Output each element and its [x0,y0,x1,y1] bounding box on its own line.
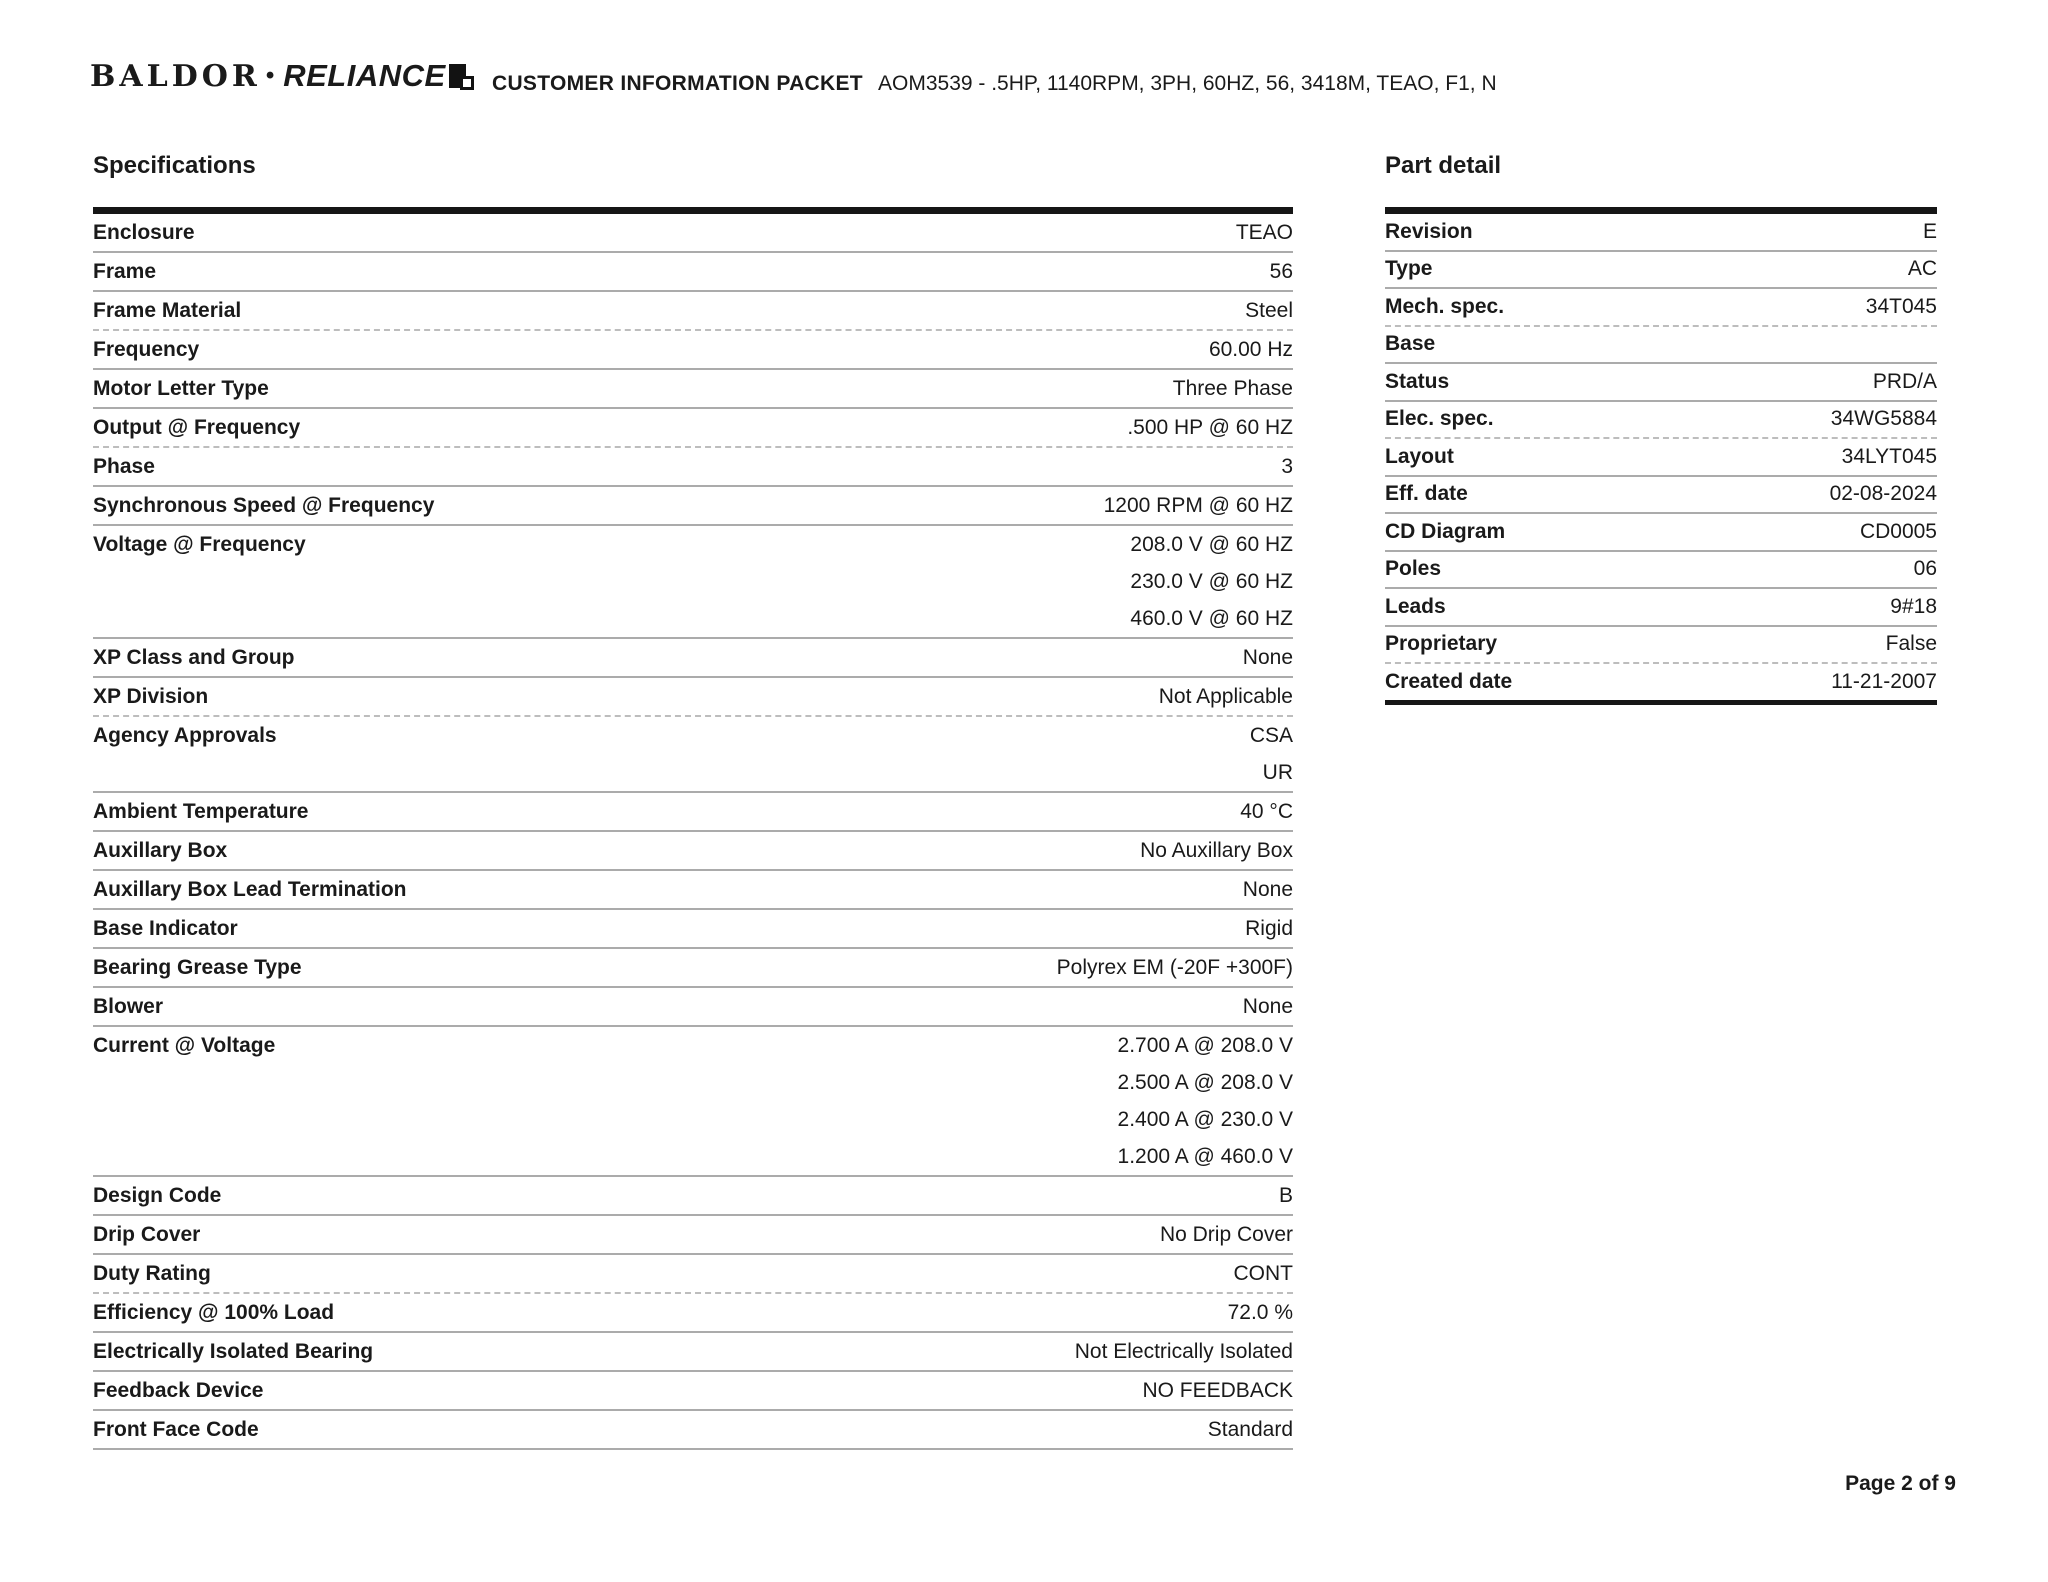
row-label: Proprietary [1385,632,1498,656]
row-values [1075,1333,1293,1370]
row-value: CD0005 [1859,519,1937,543]
table-row [1385,252,1937,290]
row-label: Revision [1385,219,1473,243]
row-values [1208,1411,1293,1448]
row-label: Enclosure [93,220,195,244]
row-value: TEAO [1235,220,1293,244]
row-value: Standard [1207,1417,1293,1441]
row-label: Created date [1385,669,1513,693]
table-row [1385,289,1937,327]
table-row [93,1255,1293,1294]
row-label: Duty Rating [93,1261,211,1285]
row-values [1873,364,1937,400]
document-subtitle: AOM3539 - .5HP, 1140RPM, 3PH, 60HZ, 56, 3418M, TEAO, F1, N [878,72,1497,95]
table-row [1385,477,1937,515]
table-row [93,253,1293,292]
row-label: Base Indicator [93,916,238,940]
row-label: Auxillary Box [93,838,228,862]
table-row [93,832,1293,871]
row-values [1057,949,1293,986]
row-values [1243,871,1293,908]
row-label: Poles [1385,557,1442,581]
row-values [1159,678,1293,715]
table-row [93,409,1293,448]
row-values [1236,214,1293,251]
row-label: XP Division [93,684,209,708]
row-value: 2.700 A @ 208.0 V [1117,1033,1293,1057]
reliance-trademark-icon [449,64,466,88]
table-row [1385,214,1937,252]
table-row [93,1216,1293,1255]
row-label: Mech. spec. [1385,294,1505,318]
row-label: Auxillary Box Lead Termination [93,877,407,901]
row-label: Type [1385,257,1433,281]
row-values [1860,514,1937,550]
table-row [1385,514,1937,552]
row-values [1160,1216,1293,1253]
row-label: Current @ Voltage [93,1033,276,1057]
row-value: 1.200 A @ 460.0 V [1117,1144,1293,1168]
row-label: Frequency [93,337,200,361]
row-label: Ambient Temperature [93,799,309,823]
row-value: None [1242,994,1293,1018]
row-label: Feedback Device [93,1378,264,1402]
table-row [93,1294,1293,1333]
row-values [1890,589,1937,625]
row-values [1830,477,1937,513]
row-value: CONT [1233,1261,1293,1285]
table-row [93,214,1293,253]
part-detail-title: Part detail [1385,152,1502,179]
row-values [1118,1027,1293,1175]
row-value: Not Electrically Isolated [1074,1339,1293,1363]
row-value: .500 HP @ 60 HZ [1127,415,1293,439]
row-value: 208.0 V @ 60 HZ [1130,532,1293,556]
table-row [93,1372,1293,1411]
row-label: Front Face Code [93,1417,259,1441]
row-values [1270,253,1293,290]
row-value: Three Phase [1172,376,1293,400]
row-value: 11-21-2007 [1831,669,1937,693]
row-values [1279,1177,1293,1214]
row-value: 2.500 A @ 208.0 V [1117,1070,1293,1094]
row-label: Motor Letter Type [93,376,269,400]
row-values [1923,214,1937,250]
table-row [1385,327,1937,365]
row-value: 9#18 [1890,594,1937,618]
row-value: Steel [1245,298,1293,322]
row-values [1142,1372,1293,1409]
row-values [1908,252,1937,288]
table-row [93,1333,1293,1372]
table-row [1385,552,1937,590]
row-values [1250,717,1293,791]
row-label: Electrically Isolated Bearing [93,1339,374,1363]
row-value: None [1242,877,1293,901]
table-row [93,678,1293,717]
specifications-table [93,207,1293,1450]
row-value: Rigid [1245,916,1293,940]
logo-dot-separator: • [265,62,275,89]
row-value: AC [1907,257,1937,281]
row-values [1228,1294,1293,1331]
table-row [1385,589,1937,627]
row-values [1866,289,1937,325]
row-label: Drip Cover [93,1222,201,1246]
row-value: 34WG5884 [1830,407,1937,431]
row-value: 60.00 Hz [1208,337,1293,361]
row-value: 06 [1913,557,1937,581]
row-value: 460.0 V @ 60 HZ [1130,606,1293,630]
table-row [93,988,1293,1027]
table-row [93,717,1293,793]
page-number: Page 2 of 9 [1845,1472,1956,1495]
row-label: Phase [93,454,155,478]
row-value: Polyrex EM (-20F +300F) [1056,955,1293,979]
table-row [1385,627,1937,665]
row-label: XP Class and Group [93,645,295,669]
row-label: Base [1385,332,1436,356]
table-row [1385,364,1937,402]
row-label: CD Diagram [1385,519,1506,543]
row-value: Not Applicable [1158,684,1293,708]
table-row [93,1177,1293,1216]
table-row [1385,402,1937,440]
row-label: Agency Approvals [93,723,277,747]
row-label: Synchronous Speed @ Frequency [93,493,435,517]
table-row [93,910,1293,949]
row-values [1104,487,1293,524]
row-value: No Drip Cover [1159,1222,1293,1246]
row-value: 34T045 [1865,294,1937,318]
document-title: CUSTOMER INFORMATION PACKET [492,72,863,95]
row-values [1240,793,1293,830]
row-value: 72.0 % [1227,1300,1293,1324]
row-values [1886,627,1937,663]
row-value: 02-08-2024 [1829,482,1937,506]
specifications-section [93,152,1293,1450]
table-row [93,1411,1293,1450]
row-values [1842,439,1937,475]
row-label: Status [1385,369,1450,393]
table-row [93,639,1293,678]
row-value: 3 [1281,454,1293,478]
baldor-wordmark: BALDOR [90,58,261,94]
row-value: 40 °C [1240,799,1293,823]
row-values [1173,370,1293,407]
table-row [93,448,1293,487]
row-values [1140,832,1293,869]
row-values [1243,988,1293,1025]
row-label: Voltage @ Frequency [93,532,306,556]
table-row [93,1027,1293,1177]
row-label: Blower [93,994,164,1018]
row-value: 56 [1269,259,1293,283]
row-value: E [1922,219,1937,243]
row-value: NO FEEDBACK [1142,1378,1293,1402]
row-values [1127,409,1293,446]
row-value: 2.400 A @ 230.0 V [1117,1107,1293,1131]
row-value: PRD/A [1872,369,1937,393]
table-row [93,292,1293,331]
table-row [93,793,1293,832]
row-values [1914,552,1937,588]
table-row [93,487,1293,526]
row-value: No Auxillary Box [1140,838,1293,862]
row-values [1831,664,1937,700]
row-label: Frame [93,259,157,283]
table-row [93,331,1293,370]
row-label: Layout [1385,444,1454,468]
row-value: 1200 RPM @ 60 HZ [1103,493,1293,517]
row-label: Leads [1385,594,1446,618]
reliance-wordmark: RELIANCE [283,58,446,93]
table-row [93,526,1293,639]
row-values [1831,402,1937,438]
row-label: Bearing Grease Type [93,955,302,979]
row-values [1243,639,1293,676]
part-detail-section [1385,152,1937,705]
row-values [1209,331,1293,368]
row-label: Frame Material [93,298,242,322]
row-label: Eff. date [1385,482,1468,506]
row-label: Design Code [93,1183,222,1207]
row-value: 34LYT045 [1841,444,1937,468]
baldor-reliance-logo [90,58,466,94]
row-values [1130,526,1293,637]
row-label: Elec. spec. [1385,407,1494,431]
table-row [93,370,1293,409]
row-value: UR [1262,760,1293,784]
row-value: B [1278,1183,1293,1207]
row-value: CSA [1249,723,1293,747]
table-row [1385,439,1937,477]
row-label: Output @ Frequency [93,415,301,439]
row-values [1245,292,1293,329]
part-detail-table [1385,207,1937,705]
row-value: False [1885,632,1937,656]
table-row [93,871,1293,910]
row-value: None [1242,645,1293,669]
row-label: Efficiency @ 100% Load [93,1300,335,1324]
specifications-title: Specifications [93,152,256,179]
row-values [1245,910,1293,947]
row-value: 230.0 V @ 60 HZ [1130,569,1293,593]
row-values [1234,1255,1294,1292]
table-row [1385,664,1937,700]
table-row [93,949,1293,988]
row-values [1281,448,1293,485]
